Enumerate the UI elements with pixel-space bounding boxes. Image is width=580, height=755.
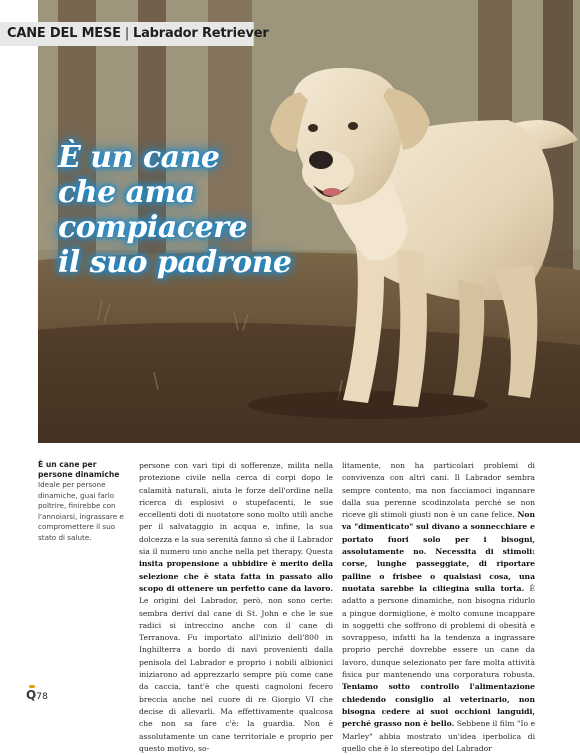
article-column-2 [342, 460, 535, 755]
headline-line-3: compiacere [58, 210, 248, 245]
column-1-bold: insita propensione a ubbidire è merito della selezione che è stata fatta in passato allo scopo di ottenere un perfetto cane da lavoro. [139, 559, 333, 593]
column-2-bold-1: Non va "dimenticato" sul divano a sonnecchiare e portato fuori solo per i bisogni, assolutamente no. Necessita di stimoli: corse, lunghe passeggiate, di riportare palline o frisbee o qualsiasi cosa, una nuotata sarebbe la ciliegina sulla torta. [342, 510, 535, 593]
headline-line-4: il suo padrone [58, 245, 292, 280]
column-2-bold-2: Teniamo sotto controllo l'alimentazione chiedendo consiglio al veterinario, non bisogna cedere ai suoi occhioni languidi, perché grasso non è bello. [342, 682, 535, 729]
page-number: 78 [36, 692, 49, 702]
column-1-paragraph [139, 460, 333, 755]
headline-line-1: È un cane [58, 140, 220, 175]
page-folio [26, 688, 48, 702]
column-2-text-3: Sebbene il film "Io e Marley" abbia mostrato un'idea iperbolica di quello che è lo stereotipo del Labrador [342, 719, 535, 753]
sidebar-body: Ideale per persone dinamiche, guai farlo poltrire, finirebbe con l'annoiarsi, ingrassare e compromettere il suo stato di salute. [38, 480, 124, 542]
column-2-text-2: È adatto a persone dinamiche, non bisogna ridurlo a pingue dormiglione, è molto comune incappare in soggetti che soffrono di problemi di obesità e sovrappeso, infatti ha la tendenza a ingrassare proprio perché dovrebbe essere un cane da lavoro, dunque selezionato per fare molta attività fisica pur mantenendo una corporatura robusta. [342, 583, 535, 680]
column-1-text-b: Le origini del Labrador, però, non sono certe: sembra derivi dal cane di St. John e che le sue radici si intreccino anche con il cane di Terranova. Fu importato all'inizio dell'800 in Inghilterra a bordo di navi provenienti dalla penisola del Labrador e proprio i nobili albionici iniziarono ad apprezzarlo sempre più come cane da caccia, tant'è che questi cagnoloni fecero breccia anche nel cuore di re Giorgio VI che decise di allevarli. Ma effettivamente qualcosa che non sa fare c'è: la guardia. Non è assolutamente un cane territoriale e proprio per questo motivo, so- [139, 596, 333, 753]
headline-line-2: che ama [58, 175, 195, 210]
article-column-1 [139, 460, 333, 755]
column-2-text-1: litamente, non ha particolari problemi di convivenza con altri cani. Il Labrador sembra sempre contento, ma non facciamoci ingannare dalla sua perenne scodinzolata perché se non riceve gli stimoli giusti non è un cane felice. [342, 461, 535, 520]
magazine-logo [26, 688, 36, 702]
section-name: CANE DEL MESE [7, 26, 121, 41]
headline [58, 140, 308, 280]
header-separator: | [124, 26, 130, 41]
sidebar-box [38, 460, 130, 544]
section-header [0, 22, 269, 46]
breed-name: Labrador Retriever [133, 26, 269, 41]
section-header-text [7, 26, 269, 41]
logo-accent [29, 685, 35, 688]
logo-letter: Q [26, 688, 37, 702]
column-1-text-a: persone con vari tipi di sofferenze, milita nella protezione civile nella cerca di corpi dopo le calamità naturali, aiuta le forze dell'ordine nella ricerca di esplosivi o stupefacenti, le sue eccellenti doti di nuotatore sono molto utili anche per il salvataggio in acqua e, infine, la sua dolcezza e la sua serenità fanno sì che il Labrador sia il numero uno anche nella pet therapy. Questa [139, 461, 333, 557]
column-2-paragraph [342, 460, 535, 755]
sidebar-title: È un cane per persone dinamiche [38, 460, 120, 479]
